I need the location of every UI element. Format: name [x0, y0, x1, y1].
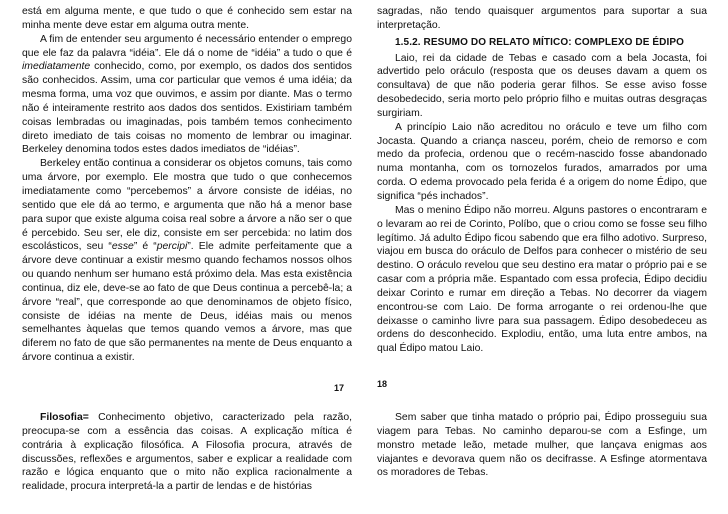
paragraph-oedipus: Mas o menino Édipo não morreu. Alguns pastores o encontraram e o levaram ao rei de Corinto, Políbo, que o criou como se fosse seu filho legítimo. Já adulto Édipo ficou sabendo que era filho adotivo. Surpreso, viajou em busca do oráculo de Delfos para conhecer o mistério de seu destino. O oráculo revelou que seu destino era matar o próprio pai e se casar com a própria mãe. Espantado com essa profecia, Édipo decidiu deixar Corinto e rumar em direção a Tebas. No decorrer da viagem encontrou-se com Laio. De forma arrogante o rei ordenou-lhe que deixasse o caminho livre para sua passagem. Édipo desobedeceu as ordens do desconhecido. Explodiu, então, uma luta entre ambos, na qual Édipo matou Laio. — [377, 204, 707, 355]
paragraph-1 — [22, 33, 352, 158]
text-run: ”. Ele admite perfeitamente que a árvore deve continuar a existir mesmo quando fechamos nossos olhos ou quando nenhum ser humano está próximo dela. Mas esta existência continua, diz ele, deve-se ao fato de que Deus continua a percebê-la; a árvore “real”, que corresponde ao que denominamos de objeto físico, consiste de idéias na mente de Deus, idéias mais ou menos semelhantes àquelas que temos quando vemos a árvore, mas que diferem no fato de que são permanentes na mente de Deus enquanto a árvore continua a existir. — [22, 241, 352, 364]
page-number-18: 18 — [377, 379, 388, 389]
definition-text: Conhecimento objetivo, caracterizado pela razão, preocupa-se com a essência das coisas. A explicação mítica é contrária à explicação filosófica. A Filosofia procura, através de discussões, reflexões e argumentos, saber e explicar a realidade com razão e lógica enquanto que o mito não explica racionalmente a realidade, procura interpretá-la a partir de lendas e de histórias — [22, 412, 352, 493]
paragraph-0 — [22, 5, 352, 33]
text-run: A fim de entender seu argumento é necessário entender o emprego que ele faz da palavra “idéia”. Ele dá o nome de “idéia” a tudo o que é — [22, 33, 352, 59]
definition-paragraph — [22, 411, 352, 494]
italic-term: percipi — [156, 241, 188, 253]
text-run: Berkeley então continua a considerar os objetos comuns, tais como uma árvore, por exemplo. Ele mostra que tudo o que conhecemos imediatamente como “percebemos” a árvore consiste de idéias, no sentido que ele dá ao termo, e argumenta que não há a menor base para supor que existe alguma coisa real sobre a árvore a não ser o que é percebido. Seu ser, ele diz, consiste em ser percebida: no latim dos escolásticos, seu “ — [22, 158, 352, 253]
paragraph-birth: A princípio Laio não acreditou no oráculo e teve um filho com Jocasta. Quando a criança nasceu, porém, cheio de remorso e com medo da profecia, ordenou que o recém-nascido fosse abandonado numa montanha, com os tornozelos furados, amarrados por uma corda. O edema provocado pela ferida é a origem do nome Édipo, que significa “pés inchados”. — [377, 121, 707, 202]
text-run: ” é “ — [133, 241, 157, 253]
page-20-top-text — [377, 411, 707, 480]
page-19-top-text — [22, 411, 352, 494]
paragraph-2 — [22, 157, 352, 365]
text-run: conhecido, como, por exemplo, os dados dos sentidos são conhecidos. Assim, uma cor particular que vemos é uma idéia; da mesma forma, uma voz que ouvimos, e assim por diante. Mas o termo não é inteiramente restrito aos dados dos sentidos. Existiriam também coisas lembradas ou imaginadas, pois também temos conhecimento direto imediato de tais coisas no momento de lembrar ou imaginar. Berkeley denomina todos estes dados imediatos de “idéias”. — [22, 61, 352, 156]
page-17-top-text — [22, 5, 352, 365]
italic-term: imediatamente — [22, 61, 91, 73]
continuation-paragraph: sagradas, não tendo quaisquer argumentos para suportar a sua interpretação. — [377, 6, 707, 31]
section-heading: 1.5.2. RESUMO DO RELATO MÍTICO: COMPLEXO DE ÉDIPO — [395, 36, 685, 48]
page-18-top-text — [377, 5, 707, 356]
page-number-17: 17 — [334, 383, 345, 393]
text-run: está em alguma mente, e que tudo o que é conhecido sem estar na minha mente deve estar em alguma outra mente. — [22, 6, 352, 31]
italic-term: esse — [111, 241, 134, 253]
paragraph-laio: Laio, rei da cidade de Tebas e casado com a bela Jocasta, foi advertido pelo oráculo (resposta que os deuses davam a quem os consultava) de que não poderia gerar filhos. Se esse aviso fosse desobedecido, seria morto pelo próprio filho e muitas outras desgraças surgiriam. — [377, 52, 707, 119]
definition-term: Filosofia= — [40, 412, 89, 423]
sphinx-paragraph: Sem saber que tinha matado o próprio pai, Édipo prosseguiu sua viagem para Tebas. No caminho deparou-se com a Esfinge, um monstro metade leão, metade mulher, que lançava enigmas aos viajantes e devorava quem não os decifrasse. A Esfinge atormentava os moradores de Tebas. — [377, 412, 707, 479]
